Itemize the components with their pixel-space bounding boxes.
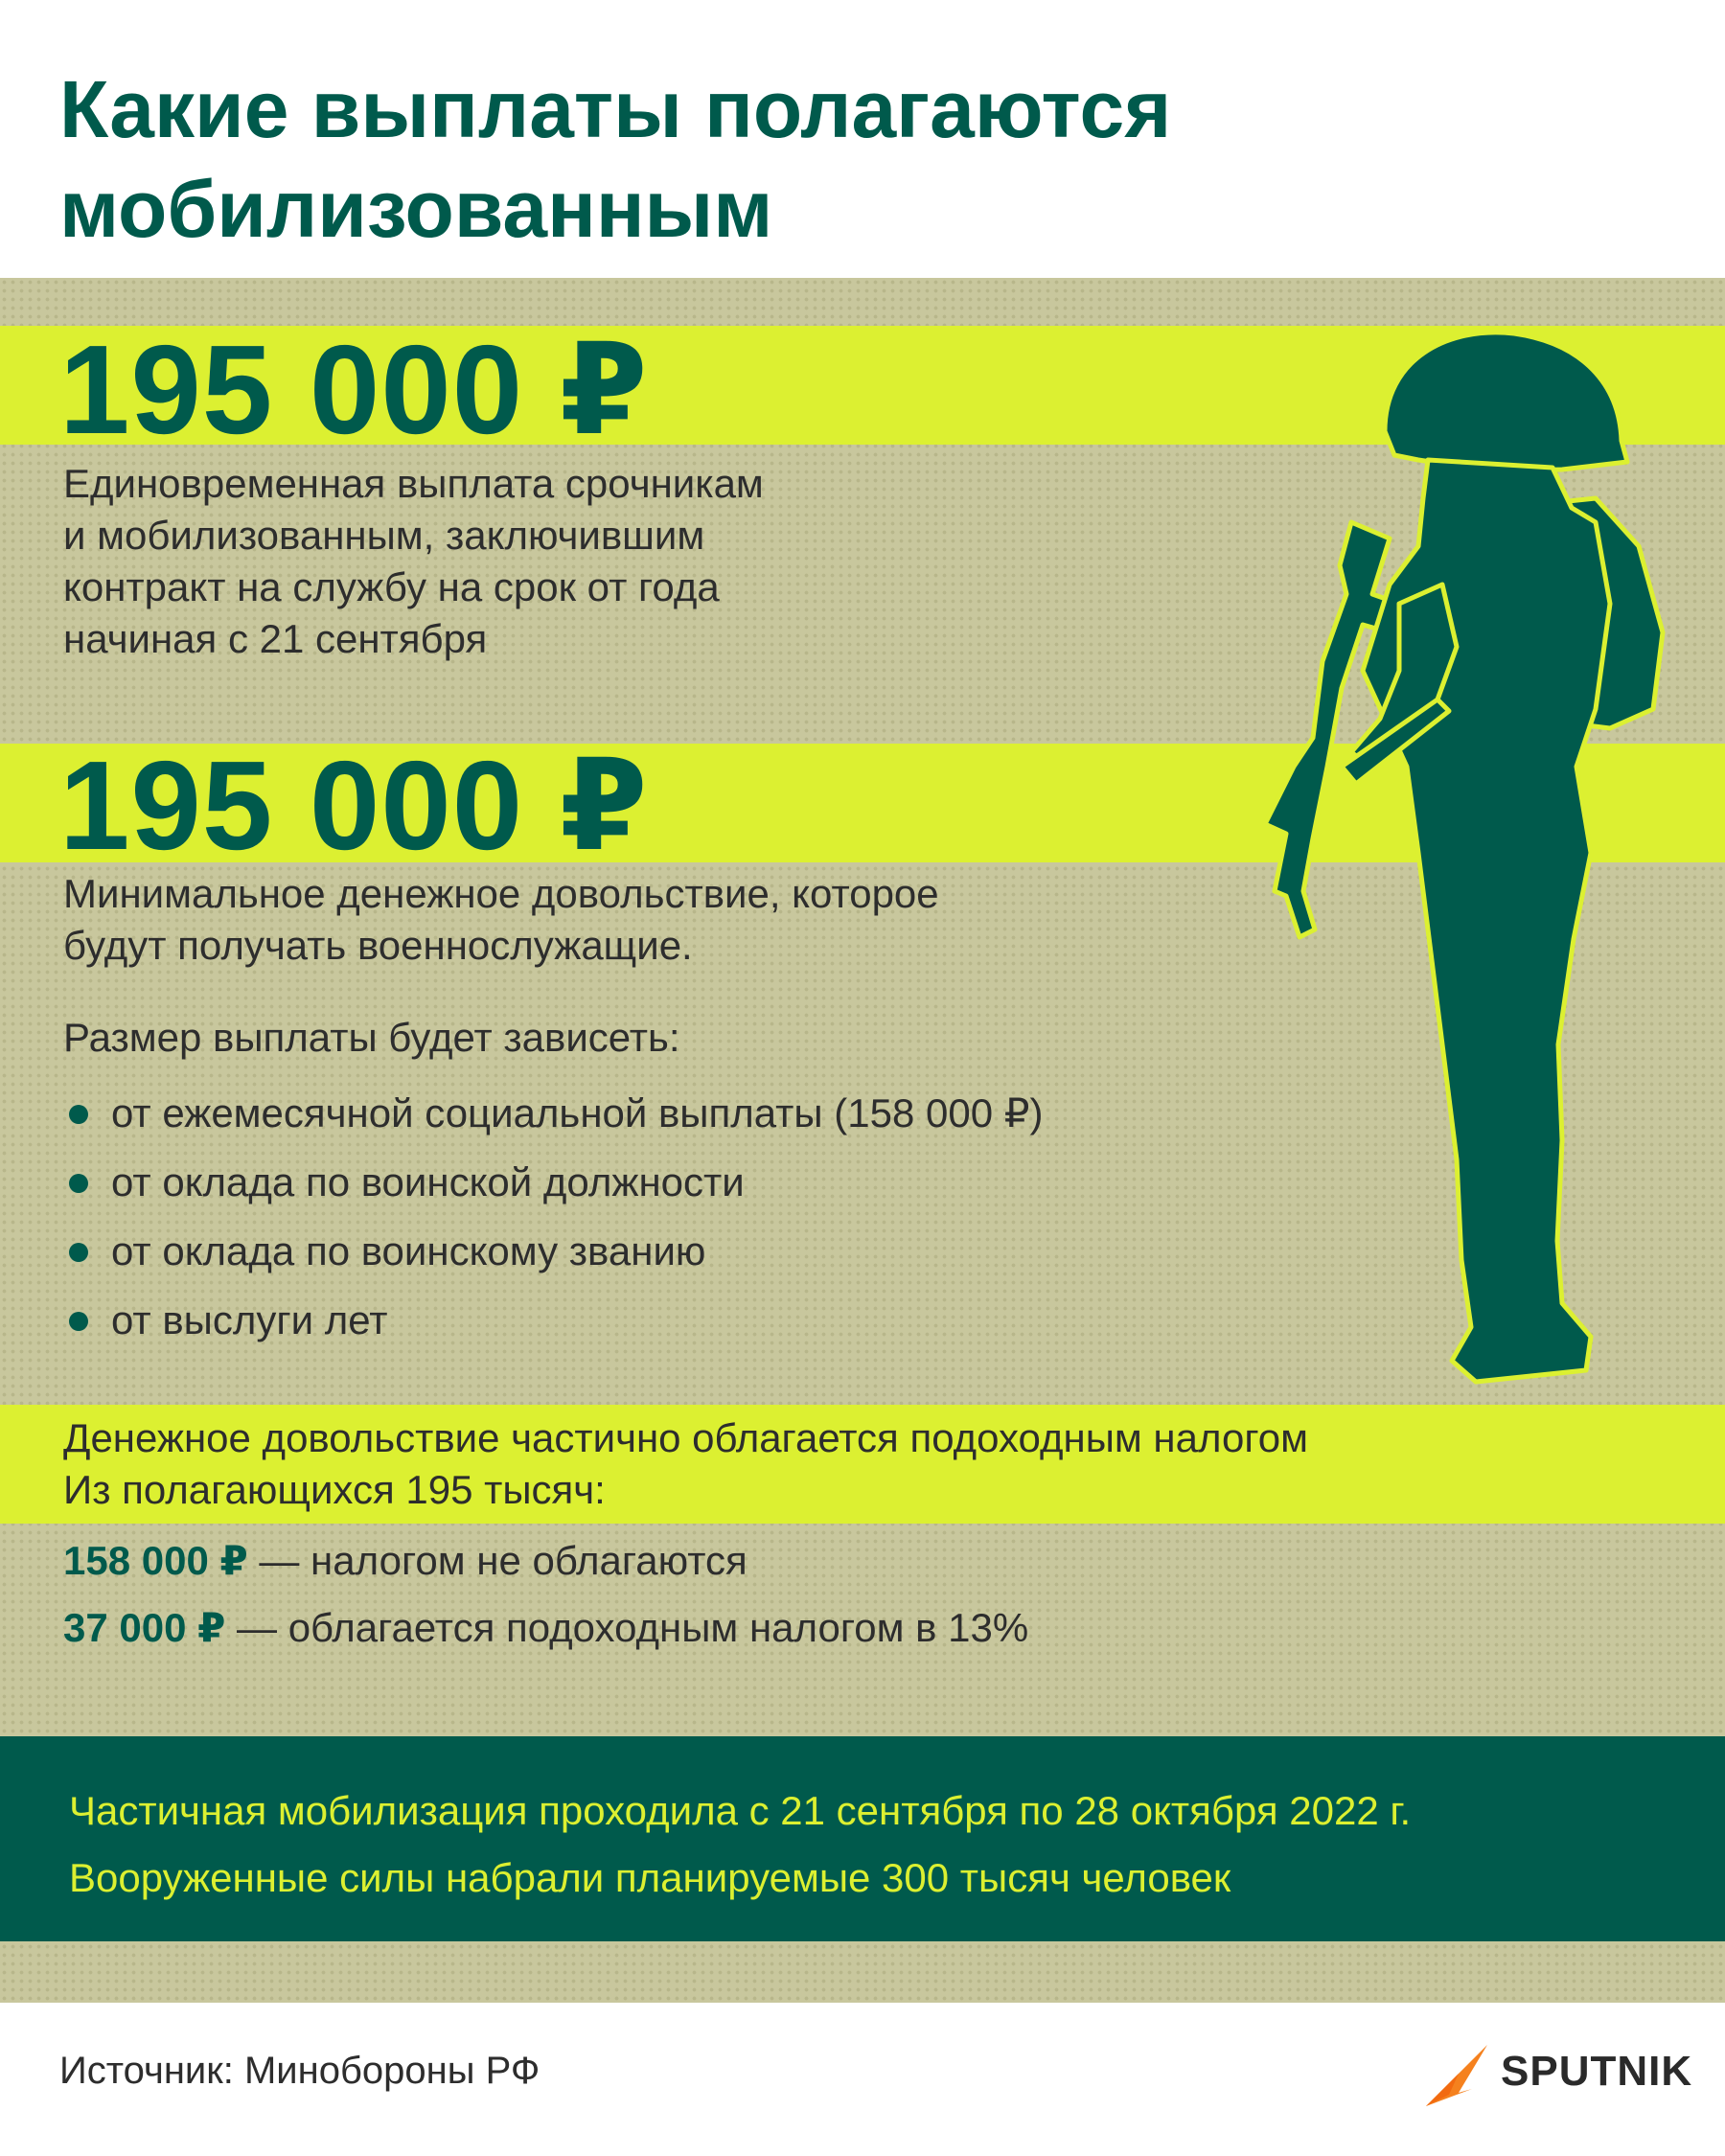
desc-line: Минимальное денежное довольствие, которое [63,871,939,916]
bullet-dot-icon [69,1312,88,1331]
page-title [59,59,1497,259]
list-item: от ежемесячной социальной выплаты (158 000 ₽) [63,1079,1043,1148]
list-item: от выслуги лет [63,1286,1043,1355]
one-time-payment-description [63,458,764,665]
desc-line: Единовременная выплата срочникам [63,461,764,506]
minimum-allowance-amount: 195 000 ₽ [59,735,649,876]
minimum-allowance-description [63,868,939,972]
bullet-dot-icon [69,1105,88,1124]
depends-title: Размер выплаты будет зависеть: [63,1015,680,1060]
list-item: от оклада по воинскому званию [63,1217,1043,1286]
logo-text: SPUTNIK [1501,2048,1693,2095]
untaxed-amount: 158 000 ₽ [63,1538,248,1583]
tax-line-1: Денежное довольствие частично облагается подоходным налогом [63,1415,1308,1460]
list-item: от оклада по воинской должности [63,1148,1043,1217]
payment-factors-list [63,1079,1043,1355]
desc-line: и мобилизованным, заключившим [63,513,705,558]
summary-line-1: Частичная мобилизация проходила с 21 сентября по 28 октября 2022 г. [69,1788,1412,1833]
title-line-1: Какие выплаты полагаются [59,64,1172,154]
tax-item-taxed: 37 000 ₽ — облагается подоходным налогом в 13% [63,1605,1029,1650]
desc-line: будут получать военнослужащие. [63,923,693,968]
tax-heading [63,1412,1308,1516]
desc-line: контракт на службу на срок от года [63,564,720,609]
desc-line: начиная с 21 сентября [63,616,488,661]
tax-line-2: Из полагающихся 195 тысяч: [63,1467,606,1512]
title-line-2: мобилизованным [59,164,773,254]
one-time-payment-amount: 195 000 ₽ [59,319,649,460]
source-credit: Источник: Минобороны РФ [59,2050,540,2092]
sputnik-logo [1420,2035,1693,2112]
bullet-dot-icon [69,1243,88,1262]
summary-box [0,1736,1725,1941]
bullet-dot-icon [69,1174,88,1193]
summary-line-2: Вооруженные силы набрали планируемые 300 тысяч человек [69,1855,1231,1900]
sputnik-logo-icon [1420,2035,1497,2112]
tax-item-untaxed: 158 000 ₽ — налогом не облагаются [63,1538,748,1583]
taxed-amount: 37 000 ₽ [63,1605,226,1650]
soldier-silhouette-icon [1112,316,1706,1409]
